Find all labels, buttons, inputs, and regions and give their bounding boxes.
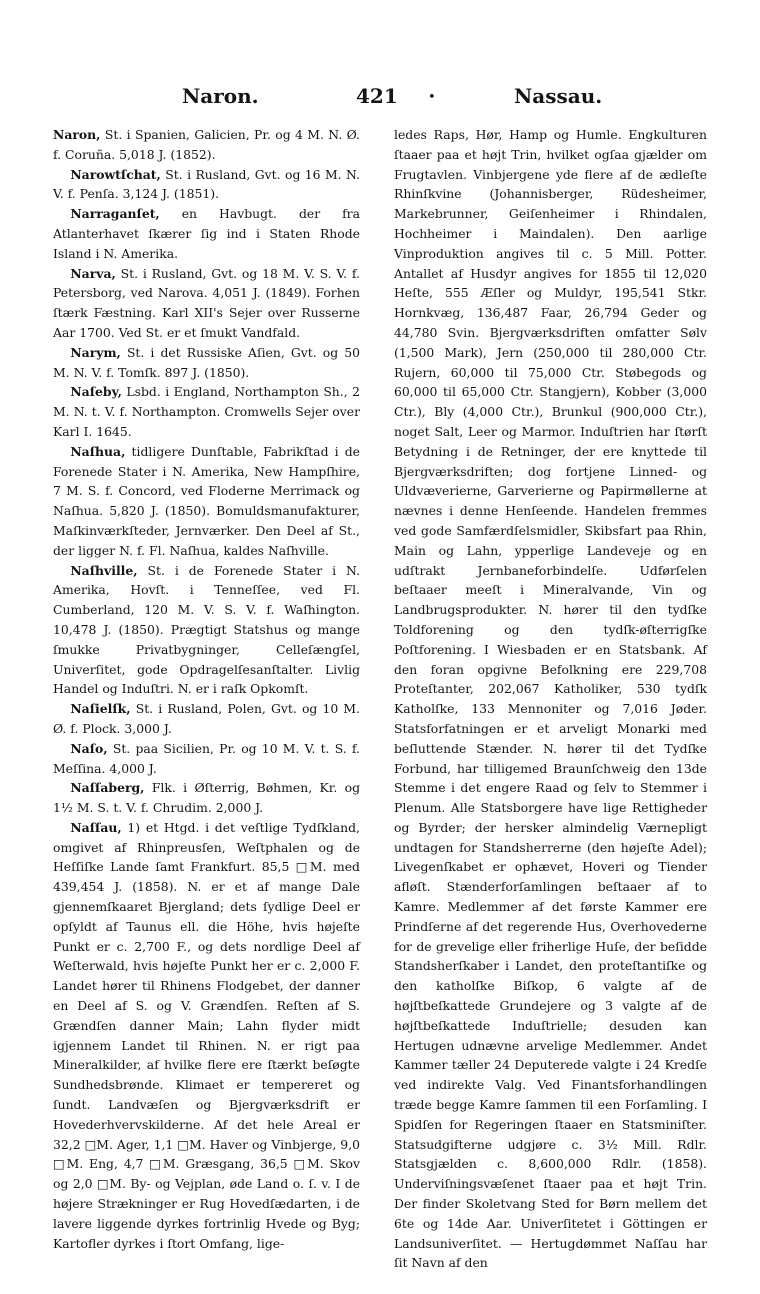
entry-text: en Havbugt. der fra Atlanterhavet ſkærer ſig ind i Staten Rhode Island i N. Amerika. [53,206,360,261]
headword: Naſſau, [70,819,122,835]
entry-text: Flk. i Øſterrig, Bøhmen, Kr. og 1½ M. S. t. V. f. Chrudim. 2,000 J. [53,780,360,816]
entry-text: St. i det Russiske Aſien, Gvt. og 50 M. N. V. f. Tomſk. 897 J. (1850). [53,344,360,380]
headword: Naſielſk, [70,701,131,717]
left-column [53,125,360,1253]
entry [53,204,360,263]
entry [53,125,360,165]
entry [53,264,360,343]
headword: Naſhville, [70,562,138,578]
entry [53,818,360,1254]
header-ornament: • [428,90,436,105]
entry-text: St. i Rusland, Polen, Gvt. og 10 M. Ø. f. Plock. 3,000 J. [53,701,360,736]
entry-text: St. i Rusland, Gvt. og 18 M. V. S. V. f. Petersborg, ved Narova. 4,051 J. (1849). Forhen ſtærk Fæstning. Karl XII's Sejer over Russerne Aar 1700. Ved St. er et ſmukt Vandfald. [53,265,360,340]
entry [53,778,360,818]
header-left-word: Naron. [182,84,259,108]
entry-text: St. paa Sicilien, Pr. og 10 M. V. t. S. f. Meſſina. 4,000 J. [53,740,360,776]
headword: Naſo, [70,740,108,756]
header-right-word: Nassau. [514,84,603,108]
entry [53,739,360,779]
headword: Naron, [53,127,101,142]
continued-text: ledes Raps, Hør, Hamp og Humle. Engkulturen ſtaaer paa et højt Trin, hvilket ogſaa gjælder om Frugtavlen. Vinbjergene yde flere af de ædleſte Rhinſkvine (Johannisberger, Rüdesheimer, Markebrunner, Geiſenheimer i Rhindalen, Hochheimer i Maindalen). Den aarlige Vinproduktion angives til c. 5 Mill. Potter. Antallet af Husdyr angives for 1855 til 12,020 Heſte, 555 Æſler og Muldyr, 195,541 Stkr. Hornkvæg, 136,487 Faar, 26,794 Geder og 44,780 Svin. Bjergværksdriften omfatter Sølv (1,500 Mark), Jern (250,000 til 280,000 Ctr. Rujern, 60,000 til 75,000 Ctr. Støbegods og 60,000 til 65,000 Ctr. Stangjern), Kobber (3,000 Ctr.), Bly (4,000 Ctr.), Brunkul (900,000 Ctr.), noget Salt, Leer og Marmor. Induſtrien har ſtørſt Betydning i de Retninger, der ere knyttede til Bjergværksdriften; dog fortjene Linned- og Uldvæverierne, Garverierne og Papirmøllerne at nævnes i denne Henſeende. Handelen fremmes ved gode Samfærdſelsmidler, Skibsfart paa Rhin, Main og Lahn, ypperlige Landeveje og en udſtrakt Jernbaneforbindelſe. Udførſelen beſtaaer meeſt i Mineralvande, Vin og Landbrugsprodukter. N. hører til den tydſke Toldforening og den tydſk-øſterrigſke Poſtforening. I Wiesbaden er en Statsbank. Af den foran opgivne Befolkning ere 229,708 Proteſtanter, 202,067 Katholiker, 530 tydſk Katholſke, 133 Mennoniter og 7,016 Jøder. Statsforfatningen er et arveligt Monarki med beſluttende Stænder. N. hører til det Tydſke Forbund, har tilligemed Braunſchweig den 13de Stemme i det engere Raad og ſelv to Stemmer i Plenum. Alle Statsborgere have lige Rettigheder og Byrder; der hersker almindelig Værnepligt undtagen for Standsherrerne (den højeſte Adel); Livegenſkabet er ophævet, Hoveri og Tiender afløſt. Stænderforſamlingen beſtaaer af to Kamre. Medlemmer af det første Kammer ere Prindſerne af det regerende Hus, Overhovederne for de grevelige eller friherlige Huſe, der beſidde Standsherſkaber i Landet, den proteſtantiſke og den katholſke Biſkop, 6 valgte af de højſtbeſkattede Grundejere og 3 valgte af de højſtbeſkattede Induſtrielle; desuden kan Hertugen udnævne arvelige Medlemmer. Andet Kammer tæller 24 Deputerede valgte i 24 Kredſe ved indirekte Valg. Ved Finantsforhandlingen træde begge Kamre ſammen til een Forſamling. I Spidſen for Regeringen ſtaaer en Statsminiſter. Statsudgifterne udgjøre c. 3½ Mill. Rdlr. Statsgjælden c. 8,600,000 Rdlr. (1858). Underviſningsvæſenet ſtaaer paa et højt Trin. Der finder Skoletvang Sted for Børn mellem det 6te og 14de Aar. Univerſitetet i Göttingen er Landsuniverſitet. — Hertugdømmet Naſſau har ſit Navn af den [394,127,707,1271]
entry-text: tidligere Dunſtable, Fabrikſtad i de Forenede Stater i N. Amerika, New Hampſhire, 7 M. S. f. Concord, ved Floderne Merrimack og Naſhua. 5,820 J. (1850). Bomuldsmanufakturer, Maſkinværkſteder, Jernværker. Den Deel af St., der ligger N. f. Fl. Naſhua, kaldes Naſhville. [53,443,360,558]
entry [53,442,360,561]
headword: Narraganſet, [70,206,160,222]
running-header [0,84,760,114]
entry [53,561,360,700]
headword: Naſeby, [70,384,122,400]
entry-text: St. i de Forenede Stater i N. Amerika, Hovſt. i Tenneſſee, ved Fl. Cumberland, 120 M. V. S. V. f. Waſhington. 10,478 J. (1850). Prægtigt Statshus og mange ſmukke Privatbygninger, Celleſængſel, Univerſitet, gode Opdragelſesanſtalter. Livlig Handel og Induſtri. N. er i raſk Opkomſt. [53,562,360,697]
entry-text: 1) et Htgd. i det veſtlige Tydſkland, omgivet af Rhinpreusſen, Weſtphalen og de Heſſiſke Lande ſamt Frankfurt. 85,5 □M. med 439,454 J. (1858). N. er et af mange Dale gjennemſkaaret Bjergland; dets ſydlige Deel er opſyldt af Taunus ell. die Höhe, hvis højeſte Punkt er c. 2,700 F., og dets nordlige Deel af Weſterwald, hvis højeſte Punkt her er c. 2,000 F. Landet hører til Rhinens Flodgebet, der danner en Deel af S. og V. Grændſen. Reſten af S. Grændſen danner Main; Lahn flyder midt igjennem Landet til Rhinen. N. er rigt paa Mineralkilder, af hvilke flere ere ſtærkt beſøgte Sundhedsbrønde. Klimaet er tempereret og ſundt. Landvæſen og Bjergværksdrift er Hovederhvervskilderne. Af det hele Areal er 32,2 □M. Ager, 1,1 □M. Haver og Vinbjerge, 9,0 □M. Eng, 4,7 □M. Græsgang, 36,5 □M. Skov og 2,0 □M. By- og Vejplan, øde Land o. ſ. v. I de højere Strækninger er Rug Hovedſædarten, i de lavere liggende dyrkes fortrinlig Hvede og Byg; Kartofler dyrkes i ſtort Omfang, lige- [53,819,360,1251]
headword: Naſſaberg, [70,780,145,796]
entry-text: St. i Spanien, Galicien, Pr. og 4 M. N. Ø. f. Coruña. 5,018 J. (1852). [53,127,360,162]
entry-text: St. i Rusland, Gvt. og 16 M. N. V. f. Penſa. 3,124 J. (1851). [53,166,360,202]
entry [53,165,360,205]
headword: Narym, [70,344,121,360]
entry [53,343,360,383]
page-number: 421 [356,84,398,108]
headword: Narowtſchat, [70,166,161,182]
entry [53,382,360,441]
headword: Narva, [70,265,116,281]
headword: Naſhua, [70,443,126,459]
entry-text: Lsbd. i England, Northampton Sh., 2 M. N. t. V. f. Northampton. Cromwells Sejer over Karl I. 1645. [53,384,360,439]
right-column [394,125,707,1273]
entry [53,699,360,739]
